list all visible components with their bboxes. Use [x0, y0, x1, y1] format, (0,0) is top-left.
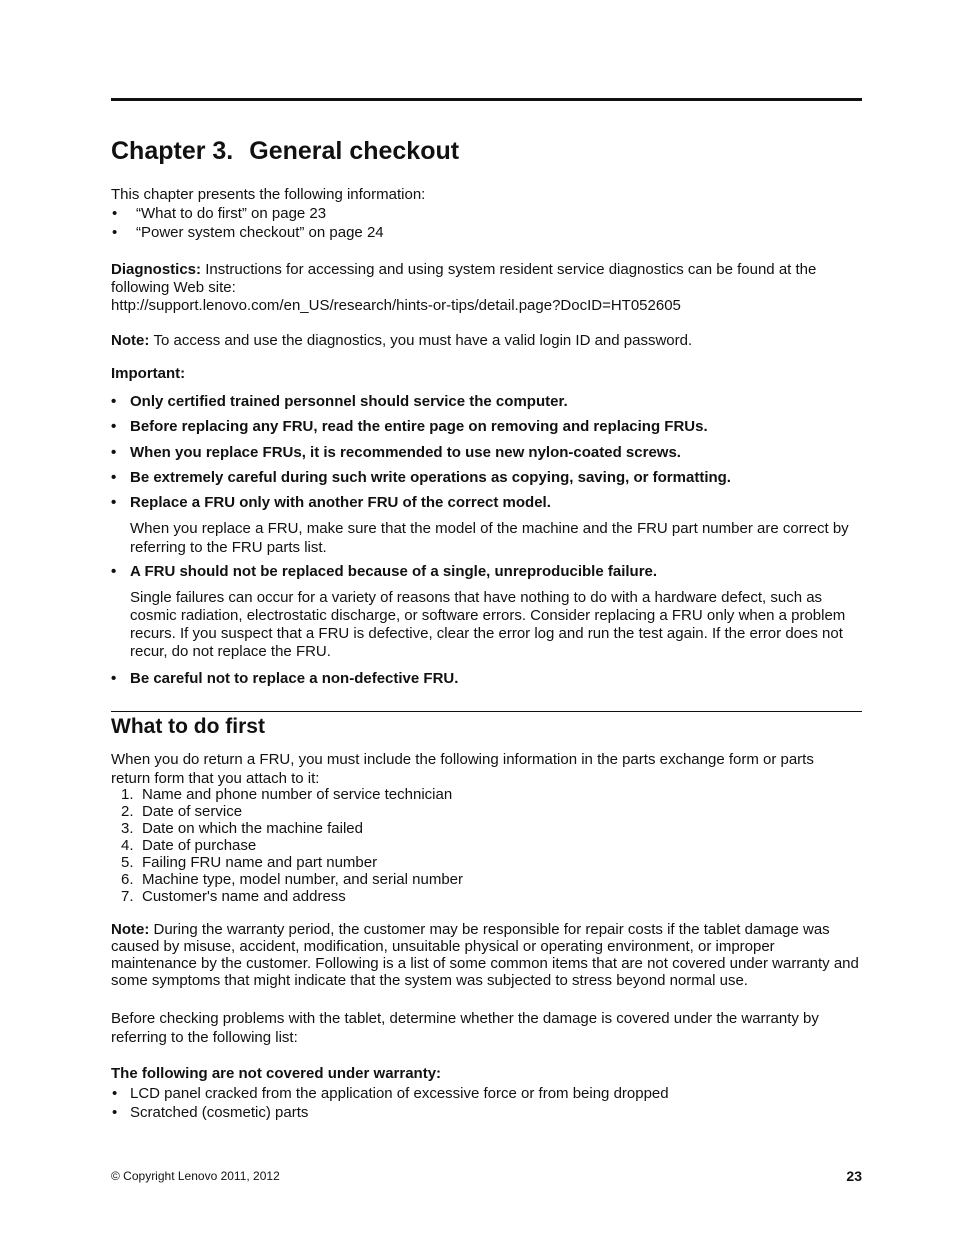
chapter-name: General checkout — [249, 137, 460, 165]
before-checking-paragraph: Before checking problems with the tablet, determine whether the damage is covered under the warranty by referring to the following list: — [111, 1010, 819, 1046]
list-item: 6. Machine type, model number, and serial number — [121, 871, 464, 888]
warranty-list — [111, 1084, 862, 1122]
diagnostics-text: Instructions for accessing and using system resident service diagnostics can be found at the following Web site: — [111, 261, 817, 296]
important-detail-failure: Single failures can occur for a variety of reasons that have nothing to do with a hardware defect, such as cosmic radiation, electrostatic discharge, or software errors. Consider replacing a FRU only when a problem recurs. If you suspect that a FRU is defective, clear the error log and run the test again. If the error does not recur, do not replace the FRU. — [130, 589, 846, 660]
list-item: 4. Date of purchase — [121, 837, 257, 854]
list-item: 2. Date of service — [121, 803, 243, 820]
chapter-title — [111, 136, 459, 166]
important-item: • Only certified trained personnel should service the computer. — [111, 393, 881, 411]
list-item: 3. Date on which the machine failed — [121, 820, 363, 837]
list-item: • Scratched (cosmetic) parts — [111, 1103, 862, 1122]
list-item: 1. Name and phone number of service technician — [121, 786, 453, 803]
important-item: • A FRU should not be replaced because of a single, unreproducible failure. — [111, 563, 881, 581]
important-item: • When you replace FRUs, it is recommended to use new nylon-coated screws. — [111, 444, 881, 462]
diagnostics-label: Diagnostics: — [111, 261, 202, 278]
note-text: To access and use the diagnostics, you must have a valid login ID and password. — [153, 332, 693, 349]
chapter-number: Chapter 3. — [111, 137, 234, 165]
intro-list — [111, 205, 862, 242]
section-lead: When you do return a FRU, you must include the following information in the parts exchange form or parts return form that you attach to it: — [111, 751, 814, 787]
section-title: What to do first — [111, 715, 265, 738]
warranty-note — [111, 921, 862, 989]
important-item: • Replace a FRU only with another FRU of the correct model. — [111, 494, 881, 512]
intro-lead: This chapter presents the following information: — [111, 186, 426, 203]
section-rule — [111, 711, 862, 712]
important-item: • Be careful not to replace a non-defective FRU. — [111, 670, 881, 688]
note-text: During the warranty period, the customer may be responsible for repair costs if the tablet damage was caused by misuse, accident, modification, unsuitable physical or operating environment, or improper maintenance by the customer. Following is a list of some common items that are not covered under warranty and some symptoms that might indicate that the system was subjected to stress beyond normal use. — [111, 921, 859, 989]
important-label: Important: — [111, 365, 186, 382]
diagnostics-url[interactable]: http://support.lenovo.com/en_US/research/hints-or-tips/detail.page?DocID=HT052605 — [111, 297, 681, 314]
diagnostics-paragraph — [111, 261, 862, 315]
list-item: 5. Failing FRU name and part number — [121, 854, 378, 871]
note-access — [111, 332, 862, 350]
intro-item[interactable]: • “Power system checkout” on page 24 — [111, 224, 862, 242]
important-item: • Be extremely careful during such write operations as copying, saving, or formatting. — [111, 469, 881, 487]
warranty-heading: The following are not covered under warranty: — [111, 1065, 442, 1082]
copyright: © Copyright Lenovo 2011, 2012 — [111, 1169, 280, 1183]
intro-block — [111, 186, 862, 242]
intro-item[interactable]: • “What to do first” on page 23 — [111, 205, 862, 223]
important-detail-model: When you replace a FRU, make sure that the model of the machine and the FRU part number are correct by referring to the FRU parts list. — [130, 520, 849, 556]
note-label: Note: — [111, 921, 150, 938]
list-item: • LCD panel cracked from the application of excessive force or from being dropped — [111, 1084, 862, 1103]
note-label: Note: — [111, 332, 150, 349]
list-item: 7. Customer's name and address — [121, 888, 346, 905]
chapter-top-rule — [111, 98, 862, 101]
page-number: 23 — [846, 1168, 862, 1184]
important-item: • Before replacing any FRU, read the entire page on removing and replacing FRUs. — [111, 418, 881, 436]
return-info-list — [111, 786, 862, 905]
